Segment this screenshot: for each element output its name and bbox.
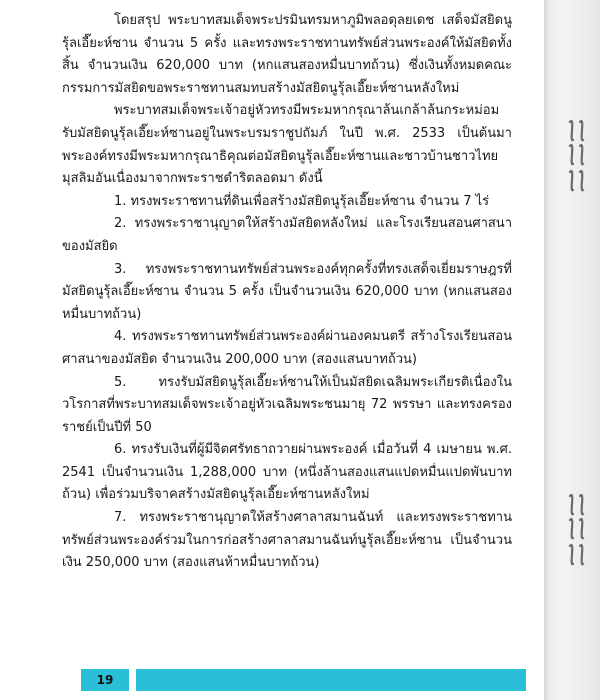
paragraph-summary: โดยสรุป พระบาทสมเด็จพระปรมินทรมหาภูมิพลอดุลยเดช เสด็จมัสยิดนูรุ้ลเอี๊ยะห์ซาน จำนวน 5 ครั้ง และทรงพระราชทานทรัพย์ส่วนพระองค์ให้มัสยิดทั้งสิ้น จำนวนเงิน 620,000 บาท (หกแสนสองหมื่นบาทถ้วน) ซึ่งเงินทั้งหมดคณะกรรมการมัสยิดขอพระราชทานสมทบสร้างมัสยิดนูรุ้ลเอี๊ยะห์ซานหลังใหม่	[62, 13, 512, 96]
body-text	[62, 10, 512, 575]
list-item-5: 5. ทรงรับมัสยิดนูรุ้ลเอี๊ยะห์ซานให้เป็นมัสยิดเฉลิมพระเกียรติเนื่องในวโรกาสที่พระบาทสมเด็จพระเจ้าอยู่หัวเฉลิมพระชนมายุ 72 พรรษา และทรงครองราชย์เป็นปีที่ 50	[62, 374, 512, 435]
paragraph-patronage: พระบาทสมเด็จพระเจ้าอยู่หัวทรงมีพระมหากรุณาล้นเกล้าล้นกระหม่อมรับมัสยิดนูรุ้ลเอี๊ยะห์ซานอยู่ในพระบรมราชูปถัมภ์ ในปี พ.ศ. 2533 เป็นต้นมา พระองค์ทรงมีพระมหากรุณาธิคุณต่อมัสยิดนูรุ้ลเอี๊ยะห์ซานและชาวบ้านชาวไทยมุสลิมอันเนื่องมาจากพระราชดำริตลอดมา ดังนี้	[62, 103, 512, 187]
footer-accent-bar	[136, 669, 526, 691]
list-item-4: 4. ทรงพระราชทานทรัพย์ส่วนพระองค์ผ่านองคมนตรี สร้างโรงเรียนสอนศาสนาของมัสยิด จำนวนเงิน 200,000 บาท (สองแสนบาทถ้วน)	[62, 329, 512, 367]
list-item-3: 3. ทรงพระราชทานทรัพย์ส่วนพระองค์ทุกครั้งที่ทรงเสด็จเยี่ยมราษฎรที่มัสยิดนูรุ้ลเอี๊ยะห์ซาน จำนวน 5 ครั้ง เป็นจำนวนเงิน 620,000 บาท (หกแสนสองหมื่นบาทถ้วน)	[62, 261, 512, 322]
notebook-spiral-icon	[564, 0, 594, 700]
list-item-6: 6. ทรงรับเงินที่ผู้มีจิตศรัทธาถวายผ่านพระองค์ เมื่อวันที่ 4 เมษายน พ.ศ. 2541 เป็นจำนวนเงิน 1,288,000 บาท (หนึ่งล้านสองแสนแปดหมื่นแปดพันบาทถ้วน) เพื่อร่วมบริจาคสร้างมัสยิดนูรุ้ลเอี๊ยะห์ซานหลังใหม่	[62, 442, 512, 503]
page-number: 19	[96, 673, 114, 687]
list-item-7: 7. ทรงพระราชานุญาตให้สร้างศาลาสมานฉันท์ และทรงพระราชทานทรัพย์ส่วนพระองค์ร่วมในการก่อสร้างศาลาสมานฉันท์นูรุ้ลเอี๊ยะห์ซาน เป็นจำนวนเงิน 250,000 บาท (สองแสนห้าหมื่นบาทถ้วน)	[62, 510, 512, 571]
notebook-binding-edge	[544, 0, 600, 700]
list-item-2: 2. ทรงพระราชานุญาตให้สร้างมัสยิดหลังใหม่ และโรงเรียนสอนศาสนาของมัสยิด	[62, 216, 512, 254]
list-item-1: 1. ทรงพระราชทานที่ดินเพื่อสร้างมัสยิดนูรุ้ลเอี๊ยะห์ซาน จำนวน 7 ไร่	[114, 193, 490, 209]
page-footer	[0, 668, 544, 694]
page-number-box	[81, 669, 129, 691]
